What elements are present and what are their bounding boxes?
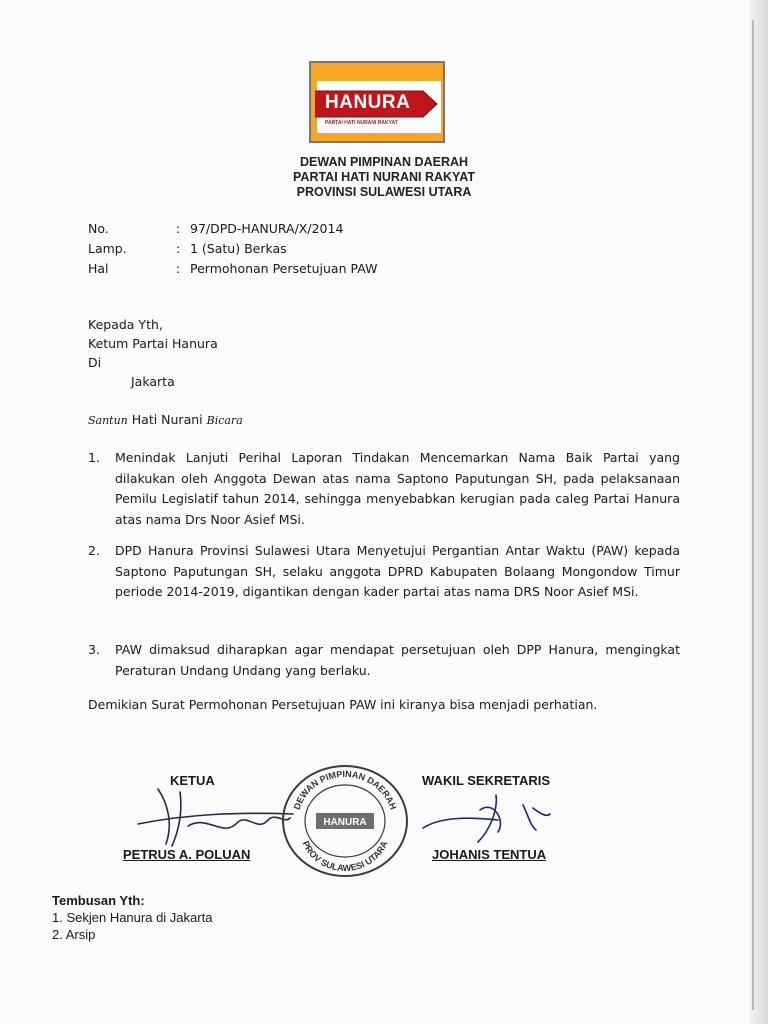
closing-sentence: Demikian Surat Permohonan Persetujuan PAW ini kiranya bisa menjadi perhatian.: [88, 697, 598, 712]
signatory-right-title: WAKIL SEKRETARIS: [422, 773, 551, 788]
signatory-left-name: PETRUS A. POLUAN: [123, 847, 251, 862]
list-item-text: DPD Hanura Provinsi Sulawesi Utara Menyetujui Pergantian Antar Waktu (PAW) kepada Saptono Paputungan SH, selaku anggota DPRD Kabupaten Bolaang Mongondow Timur periode 2014-2019, digantikan dengan kader partai atas nama DRS Noor Asief MSi.: [115, 543, 680, 599]
meta-attachment: [88, 241, 287, 256]
stamp-bottom-text: PROV SULAWESI UTARA: [300, 839, 390, 874]
hanura-logo: [309, 61, 445, 143]
official-stamp: [280, 763, 410, 879]
list-item-number: 2.: [88, 543, 100, 558]
org-header-line1: DEWAN PIMPINAN DAERAH: [299, 155, 469, 169]
meta-value: 1 (Satu) Berkas: [190, 241, 287, 256]
stamp-center-text: HANURA: [323, 817, 367, 828]
cc-item: 2. Arsip: [52, 927, 96, 942]
list-item-text: Menindak Lanjuti Perihal Laporan Tindakan Mencemarkan Nama Baik Partai yang dilakukan oleh Anggota Dewan atas nama Saptono Paputungan SH, pada pelaksanaan Pemilu Legislatif tahun 2014, sehingga menyebabkan kerugian pada caleg Partai Hanura atas nama Drs Noor Asief MSi.: [115, 450, 680, 527]
org-header-line2: PARTAI HATI NURANI RAKYAT: [293, 170, 475, 184]
meta-colon: :: [176, 221, 181, 236]
meta-colon: :: [176, 241, 181, 256]
signature-right-image: [418, 790, 568, 850]
cc-item: 1. Sekjen Hanura di Jakarta: [52, 910, 213, 925]
list-item-number: 3.: [88, 642, 100, 657]
signature-left-image: [128, 784, 298, 854]
greeting-script-post: Bicara: [206, 414, 243, 427]
address-di: Di: [88, 355, 102, 370]
signatory-left-title: KETUA: [170, 773, 215, 788]
meta-value: 97/DPD-HANURA/X/2014: [190, 221, 344, 236]
meta-number: [88, 221, 343, 236]
stamp-top-text: DEWAN PIMPINAN DAERAH: [291, 768, 399, 811]
meta-colon: :: [176, 261, 181, 276]
greeting-script-pre: Santun: [88, 414, 128, 427]
svg-text:DEWAN PIMPINAN DAERAH: [292, 769, 399, 811]
address-recipient: Ketum Partai Hanura: [88, 336, 218, 351]
address-to: Kepada Yth,: [88, 317, 163, 332]
meta-label: Lamp.: [88, 241, 127, 256]
address-city: Jakarta: [131, 374, 175, 389]
meta-subject: [88, 261, 377, 276]
cc-title: Tembusan Yth:: [52, 893, 145, 908]
signatory-right-name: JOHANIS TENTUA: [432, 847, 547, 862]
logo-wordmark: HANURA: [325, 92, 411, 113]
list-item-text: PAW dimaksud diharapkan agar mendapat persetujuan oleh DPP Hanura, mengingkat Peraturan Undang Undang yang berlaku.: [115, 642, 680, 678]
list-item-number: 1.: [88, 450, 100, 465]
meta-label: Hal: [88, 261, 109, 276]
meta-label: No.: [88, 221, 109, 236]
greeting-main: Hati Nurani: [127, 412, 207, 427]
greeting: [88, 412, 243, 427]
meta-value: Permohonan Persetujuan PAW: [190, 261, 378, 276]
logo-tagline: PARTAI HATI NURANI RAKYAT: [325, 120, 398, 126]
org-header-line3: PROVINSI SULAWESI UTARA: [296, 185, 472, 199]
